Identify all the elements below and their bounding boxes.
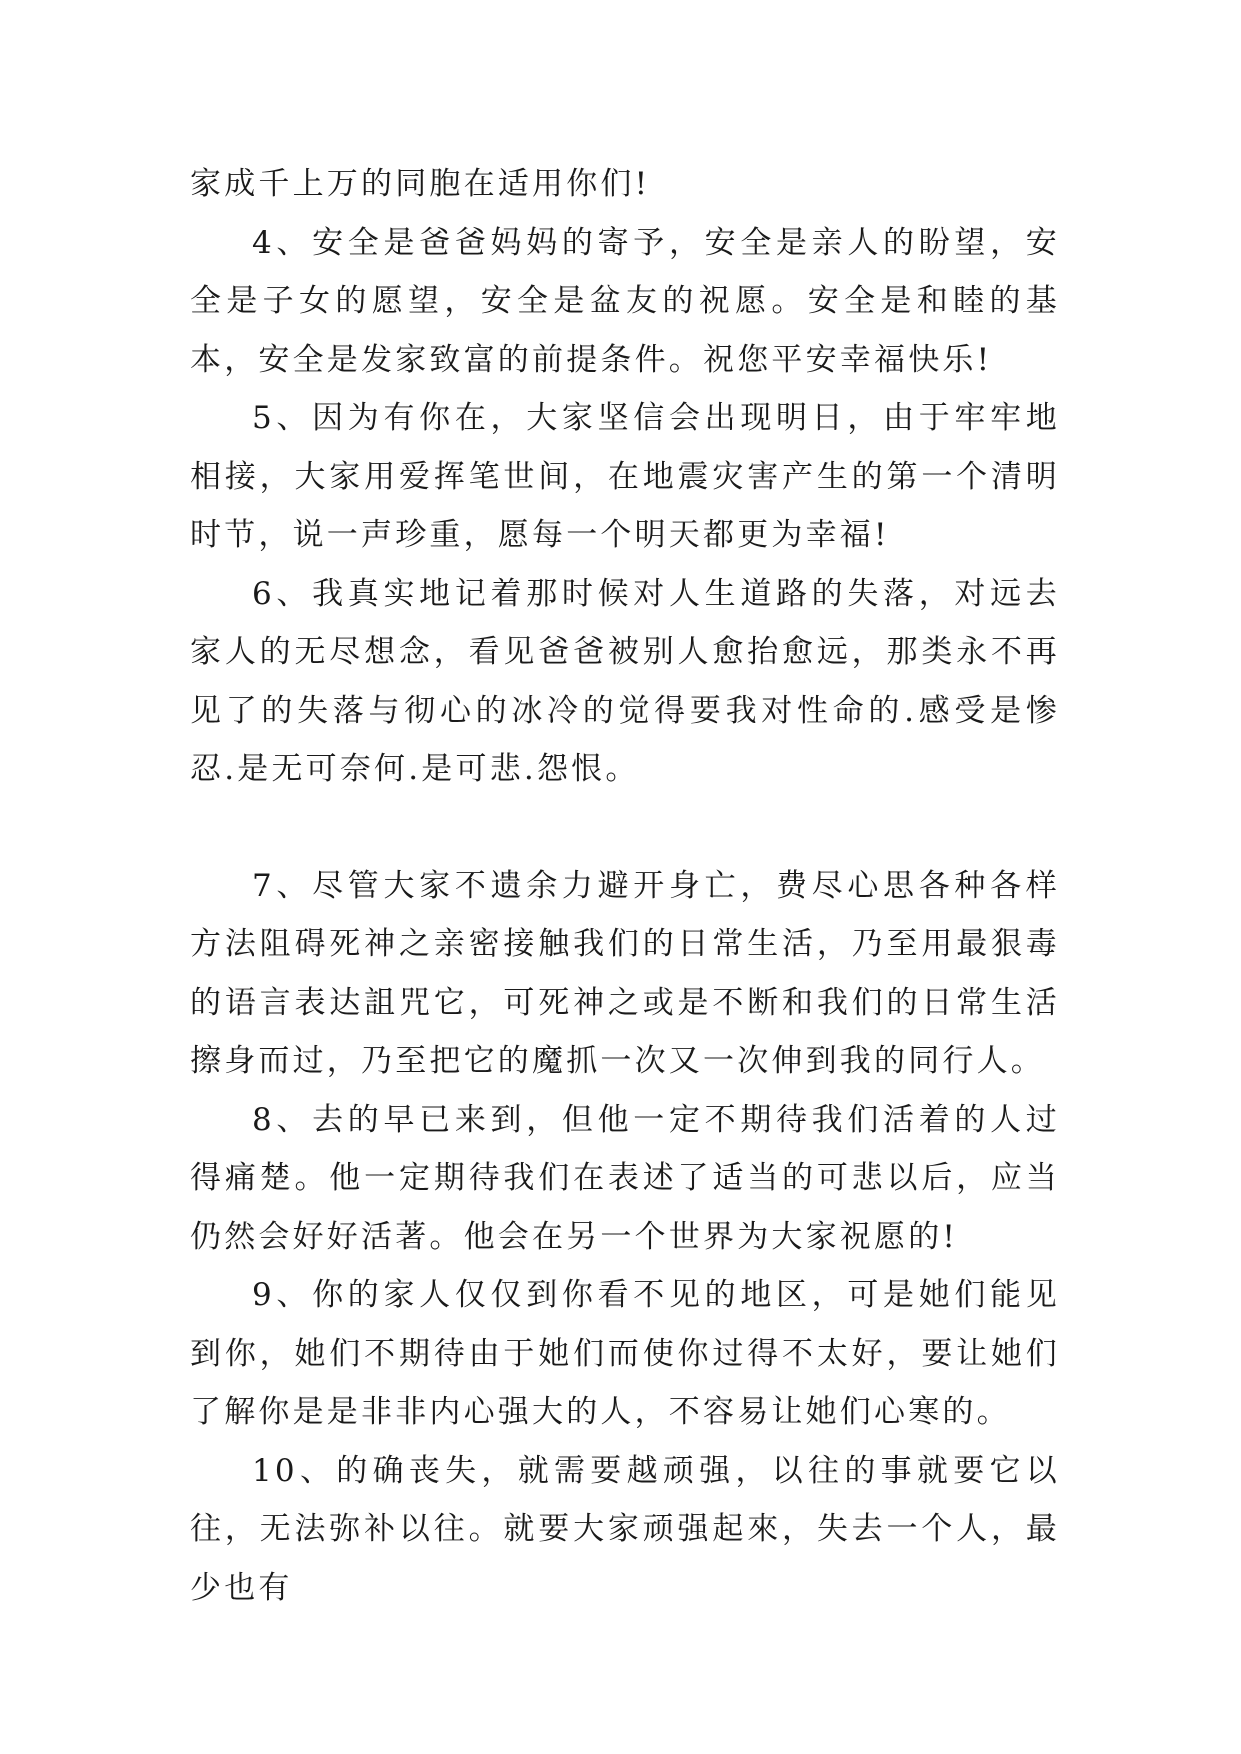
paragraph-item-6: 6、我真实地记着那时候对人生道路的失落，对远去家人的无尽想念，看见爸爸被别人愈抬愈远，那类永不再见了的失落与彻心的冰冷的觉得要我对性命的.感受是惨忍.是无可奈何.是可悲.怨恨。 bbox=[190, 575, 1060, 787]
paragraph-item-7: 7、尽管大家不遗余力避开身亡，费尽心思各种各样方法阻碍死神之亲密接触我们的日常生活，乃至用最狠毒的语言表达詛咒它，可死神之或是不断和我们的日常生活擦身而过，乃至把它的魔抓一次又一次伸到我的同行人。 bbox=[190, 867, 1060, 1079]
paragraph-gap bbox=[190, 799, 1060, 857]
paragraph-continued: 家成千上万的同胞在适用你们! bbox=[190, 166, 651, 202]
paragraph-item-5: 5、因为有你在，大家坚信会出现明日，由于牢牢地相接，大家用爱挥笔世间，在地震灾害产生的第一个清明时节，说一声珍重，愿每一个明天都更为幸福! bbox=[190, 400, 1060, 553]
paragraph-item-4: 4、安全是爸爸妈妈的寄予，安全是亲人的盼望，安全是子女的愿望，安全是盆友的祝愿。安全是和睦的基本，安全是发家致富的前提条件。祝您平安幸福快乐! bbox=[190, 224, 1060, 378]
document-body bbox=[190, 155, 1060, 1617]
paragraph-item-9: 9、你的家人仅仅到你看不见的地区，可是她们能见到你，她们不期待由于她们而使你过得不太好，要让她们了解你是是非非内心强大的人，不容易让她们心寒的。 bbox=[190, 1277, 1060, 1430]
paragraph-item-10: 10、的确丧失，就需要越顽强，以往的事就要它以往，无法弥补以往。就要大家顽强起來，失去一个人，最少也有 bbox=[190, 1452, 1060, 1606]
paragraph-item-8: 8、去的早已来到，但他一定不期待我们活着的人过得痛楚。他一定期待我们在表述了适当的可悲以后，应当仍然会好好活著。他会在另一个世界为大家祝愿的! bbox=[190, 1101, 1060, 1255]
